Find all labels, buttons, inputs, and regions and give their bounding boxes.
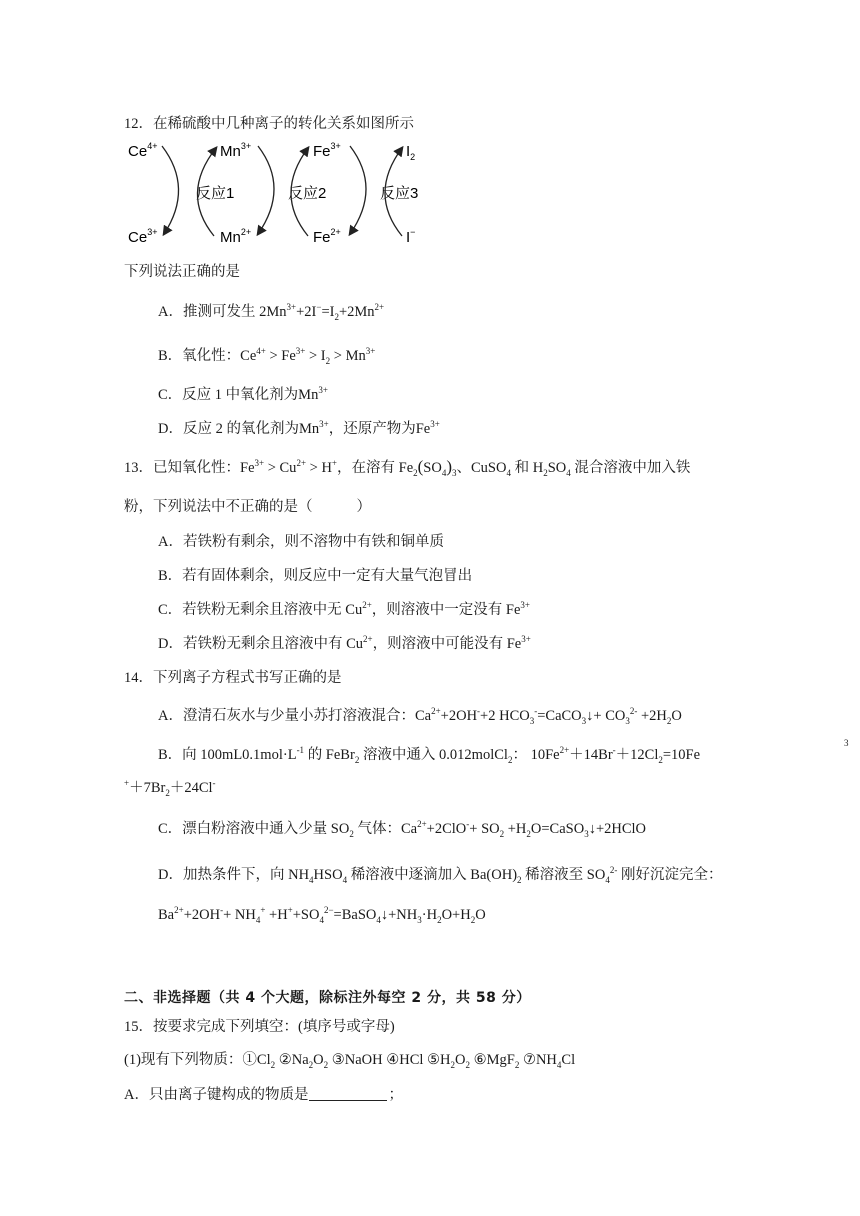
section-heading: 二、非选择题（共 4 个大题，除标注外每空 2 分，共 58 分） [124, 990, 531, 1006]
arrow-fe3-to-fe2 [350, 146, 366, 234]
reaction-3-label: 反应3 [380, 185, 419, 202]
ion-mn2: $Mn^{2+}$ [220, 227, 252, 246]
q13-stem-line1: 13．已知氧化性：$Fe^{3+} > Cu^{2+} > H^+$，在溶有 $Fe_2(SO_4)_3$、CuSO$_4$ 和 $H_2SO_4$ 混合溶液中加入铁 [124, 457, 691, 478]
q13-stem-line2: 粉，下列说法中不正确的是（ ） [124, 499, 371, 515]
arrow-ce4-to-ce3 [162, 146, 179, 234]
ion-fe2: $Fe^{2+}$ [313, 227, 341, 246]
ion-conversion-diagram [124, 138, 444, 254]
q14-option-b-charge: 3 [844, 738, 849, 748]
q12-stem: 12．在稀硫酸中几种离子的转化关系如图所示 [124, 116, 414, 132]
q14-option-d-equation: $Ba^{2+}+2OH^-+ NH_4^+$ $+H^++SO_4^{2-}=BaSO_4↓+NH_3\cdot H_2O+H_2O$ [158, 905, 486, 925]
q12-prompt: 下列说法正确的是 [124, 264, 240, 280]
q15-stem: 15．按要求完成下列填空：(填序号或字母) [124, 1019, 395, 1035]
q13-option-c[interactable]: C．若铁粉无剩余且溶液中无 $Cu^{2+}$，则溶液中一定没有 $Fe^{3+}$ [158, 600, 530, 618]
q12-option-a[interactable]: A．推测可发生 $2Mn^{3+}+2I^-=I_2+2Mn^{2+}$ [158, 302, 385, 322]
q13-option-b[interactable]: B．若有固体剩余，则反应中一定有大量气泡冒出 [158, 568, 473, 584]
ion-iminus: I− [406, 227, 416, 246]
ion-ce4: $Ce^{4+}$ [128, 141, 158, 160]
q14-option-b-cont: $^++7Br_2+24Cl^-$ [124, 778, 216, 798]
q13-option-a[interactable]: A．若铁粉有剩余，则不溶物中有铁和铜单质 [158, 534, 444, 550]
q12-option-c[interactable]: C．反应 1 中氧化剂为$Mn^{3+}$ [158, 385, 328, 403]
ion-fe3: $Fe^{3+}$ [313, 141, 341, 160]
q12-option-d[interactable]: D．反应 2 的氧化剂为$Mn^{3+}$，还原产物为$Fe^{3+}$ [158, 419, 440, 437]
reaction-2-label: 反应2 [288, 185, 327, 202]
answer-blank[interactable] [309, 1086, 387, 1101]
q12-option-b[interactable]: B．氧化性：$Ce^{4+} > Fe^{3+} > I_2 > Mn^{3+}$ [158, 346, 376, 366]
ion-ce3: $Ce^{3+}$ [128, 227, 158, 246]
q14-option-c[interactable]: C．漂白粉溶液中通入少量 $SO_2$ 气体：$Ca^{2+}+2ClO^-+ SO_2$ $+H_2O=CaSO_3↓+2HClO$ [158, 819, 647, 839]
arrow-mn3-to-mn2 [258, 146, 274, 234]
ion-mn3: $Mn^{3+}$ [220, 141, 252, 160]
q14-option-d[interactable]: D．加热条件下，向 $NH_4HSO_4$ 稀溶液中逐滴加入 $Ba(OH)_2$ 稀溶液至 $SO_4^{2-}$ 刚好沉淀完全： [158, 865, 723, 885]
q14-option-a[interactable]: A．澄清石灰水与少量小苏打溶液混合：$Ca^{2+}+2OH^-+2$ $HCO_3^-=CaCO_3↓+ CO_3^{2-} +2H_2O$ [158, 706, 682, 726]
reaction-1-label: 反应1 [196, 185, 235, 202]
q15-substances: (1)现有下列物质：$①Cl_2$ $②Na_2O_2$ ③NaOH ④HCl $⑤H_2O_2$ ⑥MgF$_2$ $⑦NH_4Cl$ [124, 1052, 576, 1070]
ion-i2: $I_2$ [406, 143, 416, 162]
q13-option-d[interactable]: D．若铁粉无剩余且溶液中有 $Cu^{2+}$，则溶液中可能没有 $Fe^{3+}$ [158, 634, 531, 652]
q14-stem: 14．下列离子方程式书写正确的是 [124, 670, 342, 686]
q15-part-a: A．只由离子键构成的物质是 ； [124, 1087, 403, 1103]
q14-option-b[interactable]: B．向 $100mL0.1mol\cdot L^{-1}$ 的 FeBr$_2$ 溶液中通入 0.012molCl$_2$： $10Fe^{2+}+14Br^-+12Cl_2=10Fe$ [158, 745, 701, 765]
